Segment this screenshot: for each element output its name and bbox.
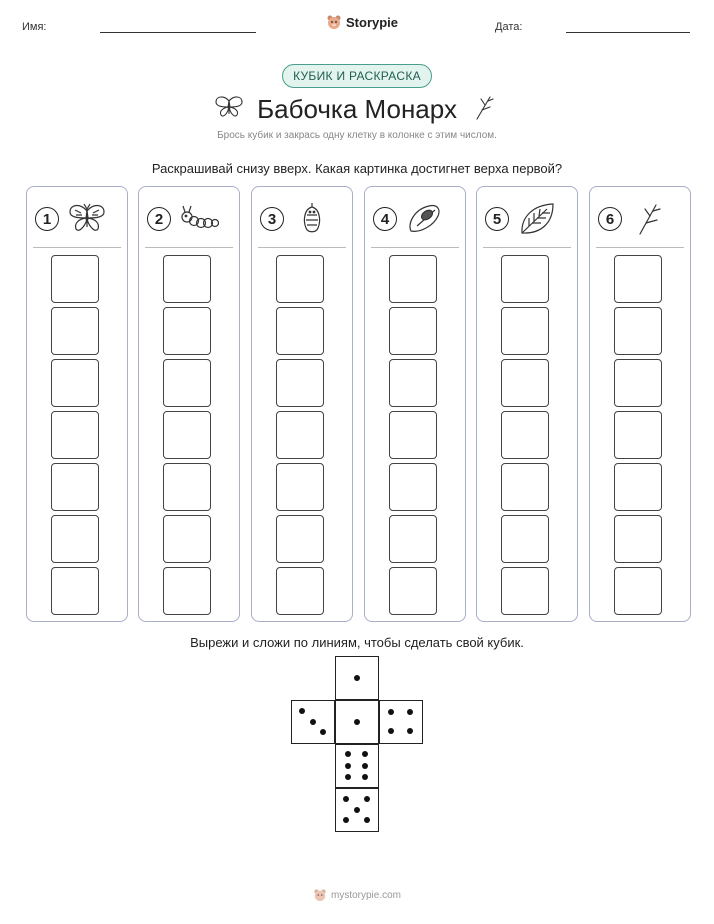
die-pip [354,675,360,681]
die-pip [407,709,413,715]
column-divider [483,247,571,248]
die-pip [362,763,368,769]
color-cell[interactable] [276,411,324,459]
color-cell[interactable] [51,411,99,459]
column-1 [26,186,128,622]
bear-icon [313,888,327,902]
color-cell[interactable] [614,255,662,303]
color-cell[interactable] [51,255,99,303]
color-cell[interactable] [389,567,437,615]
die-pip [299,708,305,714]
page-title: Бабочка Монарх [257,94,457,124]
footer-url: mystorypie.com [330,889,401,901]
color-cell[interactable] [614,463,662,511]
instructions: Раскрашивай снизу вверх. Какая картинка достигнет верха первой? [151,161,563,176]
column-divider [596,247,684,248]
die-pip [345,763,351,769]
date-line[interactable] [566,32,690,33]
die-pip [345,751,351,757]
color-cell[interactable] [501,515,549,563]
column-number: 2 [147,207,171,231]
color-cell[interactable] [614,411,662,459]
color-cell[interactable] [163,463,211,511]
die-pip [354,719,360,725]
color-cell[interactable] [51,307,99,355]
color-cell[interactable] [163,307,211,355]
column-header [147,201,231,237]
bear-icon [326,14,342,30]
leaf-icon [517,201,557,237]
color-cell[interactable] [501,255,549,303]
color-cell[interactable] [389,255,437,303]
color-cell[interactable] [51,359,99,407]
date-label: Дата: [495,21,523,33]
column-2 [138,186,240,622]
column-number: 1 [35,207,59,231]
logo-text: Storypie [346,14,399,30]
column-number: 5 [485,207,509,231]
color-cell[interactable] [276,463,324,511]
die-pip [388,709,394,715]
die-pip [364,796,370,802]
color-cell[interactable] [276,307,324,355]
die-pip [364,817,370,823]
color-cell[interactable] [163,411,211,459]
color-cell[interactable] [614,515,662,563]
column-6 [589,186,691,622]
cube-instructions: Вырежи и сложи по линиям, чтобы сделать свой кубик. [190,635,524,650]
caterpillar-icon [179,201,219,237]
column-header [485,201,569,237]
color-cell[interactable] [501,307,549,355]
color-cell[interactable] [163,359,211,407]
storypie-logo [326,14,398,30]
color-cell[interactable] [51,463,99,511]
page-subtitle: Брось кубик и закрась одну клетку в колонке с этим числом. [217,130,497,141]
die-pip [362,774,368,780]
color-cell[interactable] [51,567,99,615]
column-3 [251,186,353,622]
color-cell[interactable] [389,411,437,459]
die-face-5 [335,788,379,832]
die-pip [362,751,368,757]
column-header [598,201,682,237]
color-cell[interactable] [163,567,211,615]
twig-icon [630,201,670,237]
column-divider [33,247,121,248]
color-cell[interactable] [276,255,324,303]
category-badge: КУБИК И РАСКРАСКА [282,64,432,88]
color-cell[interactable] [163,255,211,303]
die-face-3 [291,700,335,744]
color-cell[interactable] [501,567,549,615]
color-cell[interactable] [501,463,549,511]
color-cell[interactable] [276,515,324,563]
footer [0,888,714,902]
color-cell[interactable] [276,567,324,615]
column-number: 3 [260,207,284,231]
die-pip [343,817,349,823]
column-4 [364,186,466,622]
die-pip [407,728,413,734]
color-cell[interactable] [501,359,549,407]
column-header [373,201,457,237]
seed-pod-icon [405,201,445,237]
name-label: Имя: [22,21,47,33]
color-cell[interactable] [389,307,437,355]
butterfly-icon [67,201,107,237]
die-face-1 [335,656,379,700]
color-cell[interactable] [614,307,662,355]
color-cell[interactable] [163,515,211,563]
die-pip [354,807,360,813]
die-face-6 [335,744,379,788]
column-header [35,201,119,237]
column-header [260,201,344,237]
die-pip [310,719,316,725]
color-cell[interactable] [51,515,99,563]
column-divider [371,247,459,248]
color-cell[interactable] [389,515,437,563]
color-cell[interactable] [389,359,437,407]
die-face-1 [335,700,379,744]
column-number: 6 [598,207,622,231]
chrysalis-icon [292,201,332,237]
color-cell[interactable] [276,359,324,407]
die-pip [388,728,394,734]
color-cell[interactable] [614,359,662,407]
die-pip [345,774,351,780]
twig-icon [472,93,496,121]
die-pip [320,729,326,735]
column-divider [145,247,233,248]
color-cell[interactable] [389,463,437,511]
die-face-4 [379,700,423,744]
column-5 [476,186,578,622]
die-pip [343,796,349,802]
color-cell[interactable] [614,567,662,615]
name-line[interactable] [100,32,256,33]
column-divider [258,247,346,248]
column-number: 4 [373,207,397,231]
color-cell[interactable] [501,411,549,459]
